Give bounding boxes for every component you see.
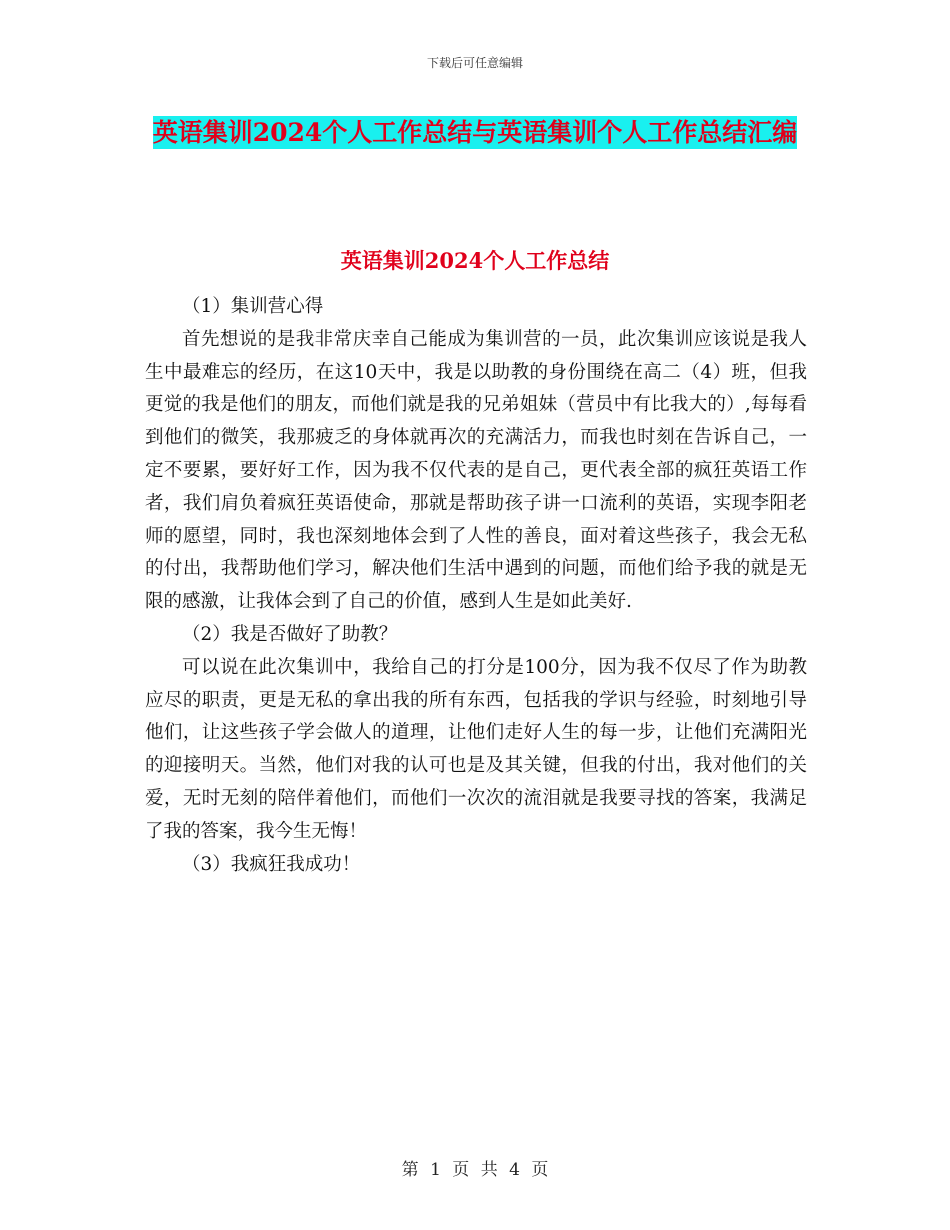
document-title <box>145 110 805 155</box>
paragraph-heading-2: （2）我是否做好了助教？ <box>182 623 398 645</box>
page-footer-pagination: 第 1 页 共 4 页 <box>401 1160 549 1180</box>
document-title-text: 英语集训2024个人工作总结与英语集训个人工作总结汇编 <box>152 118 798 147</box>
page-header-note: 下载后可任意编辑 <box>426 56 523 70</box>
section-subtitle: 英语集训2024个人工作总结 <box>340 248 610 273</box>
paragraph: 可以说在此次集训中，我给自己的打分是100分，因为我不仅尽了作为助教应尽的职责，更是无私的拿出我的所有东西，包括我的学识与经验，时刻地引导他们，让这些孩子学会做人的道理，让他们走好人生的每一步，让他们充满阳光的迎接明天。当然，他们对我的认可也是及其关键，但我的付出，我对他们的关爱，无时无刻的陪伴着他们，而他们一次次的流泪就是我要寻找的答案，我满足了我的答案，我今生无悔！ <box>145 656 807 842</box>
paragraph: 首先想说的是我非常庆幸自己能成为集训营的一员，此次集训应该说是我人生中最难忘的经历，在这10天中，我是以助教的身份围绕在高二（4）班，但我更觉的我是他们的朋友，而他们就是我的兄弟姐妹（营员中有比我大的）,每每看到他们的微笑，我那疲乏的身体就再次的充满活力，而我也时刻在告诉自己，一定不要累，要好好工作，因为我不仅代表的是自己，更代表全部的疯狂英语工作者，我们肩负着疯狂英语使命，那就是帮助孩子讲一口流利的英语，实现李阳老师的愿望，同时，我也深刻地体会到了人性的善良，面对着这些孩子，我会无私的付出，我帮助他们学习，解决他们生活中遇到的问题，而他们给予我的就是无限的感激，让我体会到了自己的价值，感到人生是如此美好. <box>145 328 807 613</box>
paragraph-heading-1: （1）集训营心得 <box>182 296 324 317</box>
document-body <box>145 291 807 881</box>
paragraph-heading-3: （3）我疯狂我成功！ <box>182 853 361 875</box>
